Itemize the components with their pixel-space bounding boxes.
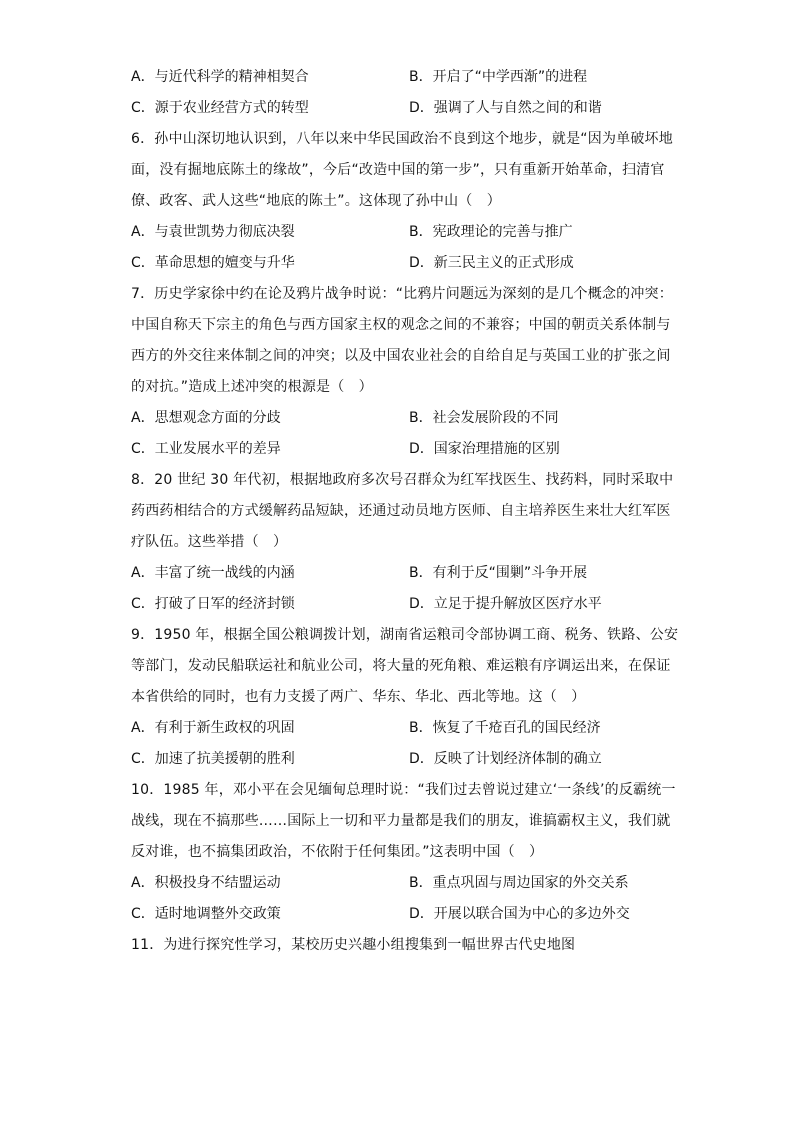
question-7-stem-line-4: 的对抗。”造成上述冲突的根源是（ ） xyxy=(131,379,373,395)
question-10-stem-line-2: 战线，现在不搞那些……国际上一切和平力量都是我们的朋友，谁搞霸权主义，我们就 xyxy=(131,813,671,829)
question-8-stem-line-3: 疗队伍。这些举措（ ） xyxy=(131,534,288,550)
option-b: B．社会发展阶段的不同 xyxy=(409,410,559,426)
question-9 xyxy=(131,620,679,775)
option-d: D．强调了人与自然之间的和谐 xyxy=(409,100,602,116)
question-8-stem-line-2: 药西药相结合的方式缓解药品短缺，还通过动员地方医师、自主培养医生来壮大红军医 xyxy=(131,503,671,519)
option-b: B．重点巩固与周边国家的外交关系 xyxy=(409,875,629,891)
question-6-stem-line-2: 面，没有掘地底陈土的缘故”，今后“改造中国的第一步”，只有重新开始革命，扫清官 xyxy=(131,162,665,178)
option-a: A．与袁世凯势力彻底决裂 xyxy=(131,224,295,240)
option-row xyxy=(131,558,671,589)
option-a: A．思想观念方面的分歧 xyxy=(131,410,281,426)
question-6-stem-line-1: 6．孙中山深切地认识到，八年以来中华民国政治不良到这个地步，就是“因为单破坏地 xyxy=(131,131,673,147)
question-7 xyxy=(131,279,671,465)
option-c: C．适时地调整外交政策 xyxy=(131,906,281,922)
question-7-stem-line-1: 7．历史学家徐中约在论及鸦片战争时说：“比鸦片问题远为深刻的是几个概念的冲突： xyxy=(131,286,673,302)
option-c: C．革命思想的嬗变与升华 xyxy=(131,255,295,271)
option-b: B．开启了“中学西渐”的进程 xyxy=(409,69,588,85)
option-row xyxy=(131,93,671,124)
option-c: C．源于农业经营方式的转型 xyxy=(131,100,309,116)
option-row xyxy=(131,899,671,930)
option-row xyxy=(131,217,671,248)
option-row xyxy=(131,589,671,620)
option-d: D．立足于提升解放区医疗水平 xyxy=(409,596,602,612)
option-d: D．新三民主义的正式形成 xyxy=(409,255,574,271)
option-row xyxy=(131,713,671,744)
question-8-stem-line-1: 8．20 世纪 30 年代初，根据地政府多次号召群众为红军找医生、找药料，同时采取中 xyxy=(131,472,674,488)
question-10-stem-line-1: 10．1985 年，邓小平在会见缅甸总理时说：“我们过去曾说过建立‘一条线’的反霸统一 xyxy=(131,782,676,798)
option-c: C．工业发展水平的差异 xyxy=(131,441,281,457)
option-a: A．丰富了统一战线的内涵 xyxy=(131,565,295,581)
option-a: A．有利于新生政权的巩固 xyxy=(131,720,295,736)
question-9-stem-line-3: 本省供给的同时，也有力支援了两广、华东、华北、西北等地。这（ ） xyxy=(131,689,586,705)
question-10-stem-line-3: 反对谁，也不搞集团政治，不依附于任何集团。”这表明中国（ ） xyxy=(131,844,544,860)
question-8 xyxy=(131,465,674,620)
question-6-stem-line-3: 僚、政客、武人这些“地底的陈土”。这体现了孙中山（ ） xyxy=(131,193,501,209)
option-row xyxy=(131,868,671,899)
option-d: D．反映了计划经济体制的确立 xyxy=(409,751,602,767)
option-d: D．国家治理措施的区别 xyxy=(409,441,560,457)
question-9-stem-line-1: 9．1950 年，根据全国公粮调拨计划，湖南省运粮司令部协调工商、税务、铁路、公安 xyxy=(131,627,679,643)
question-11 xyxy=(131,930,671,961)
question-7-stem-line-3: 西方的外交往来体制之间的冲突；以及中国农业社会的自给自足与英国工业的扩张之间 xyxy=(131,348,671,364)
option-row xyxy=(131,248,671,279)
exam-page xyxy=(131,62,679,961)
option-row xyxy=(131,62,671,93)
option-row xyxy=(131,744,671,775)
option-b: B．有利于反“围剿”斗争开展 xyxy=(409,565,588,581)
option-a: A．积极投身不结盟运动 xyxy=(131,875,281,891)
question-10 xyxy=(131,775,676,930)
option-b: B．恢复了千疮百孔的国民经济 xyxy=(409,720,601,736)
option-c: C．打破了日军的经济封锁 xyxy=(131,596,295,612)
question-5-options xyxy=(131,62,671,124)
question-7-stem-line-2: 中国自称天下宗主的角色与西方国家主权的观念之间的不兼容；中国的朝贡关系体制与 xyxy=(131,317,671,333)
question-11-stem-line-1: 11．为进行探究性学习，某校历史兴趣小组搜集到一幅世界古代史地图 xyxy=(131,937,576,953)
option-b: B．宪政理论的完善与推广 xyxy=(409,224,573,240)
option-row xyxy=(131,403,671,434)
option-d: D．开展以联合国为中心的多边外交 xyxy=(409,906,630,922)
option-a: A．与近代科学的精神相契合 xyxy=(131,69,309,85)
question-6 xyxy=(131,124,671,279)
question-9-stem-line-2: 等部门，发动民船联运社和航业公司，将大量的死角粮、难运粮有序调运出来，在保证 xyxy=(131,658,671,674)
option-row xyxy=(131,434,671,465)
option-c: C．加速了抗美援朝的胜利 xyxy=(131,751,295,767)
